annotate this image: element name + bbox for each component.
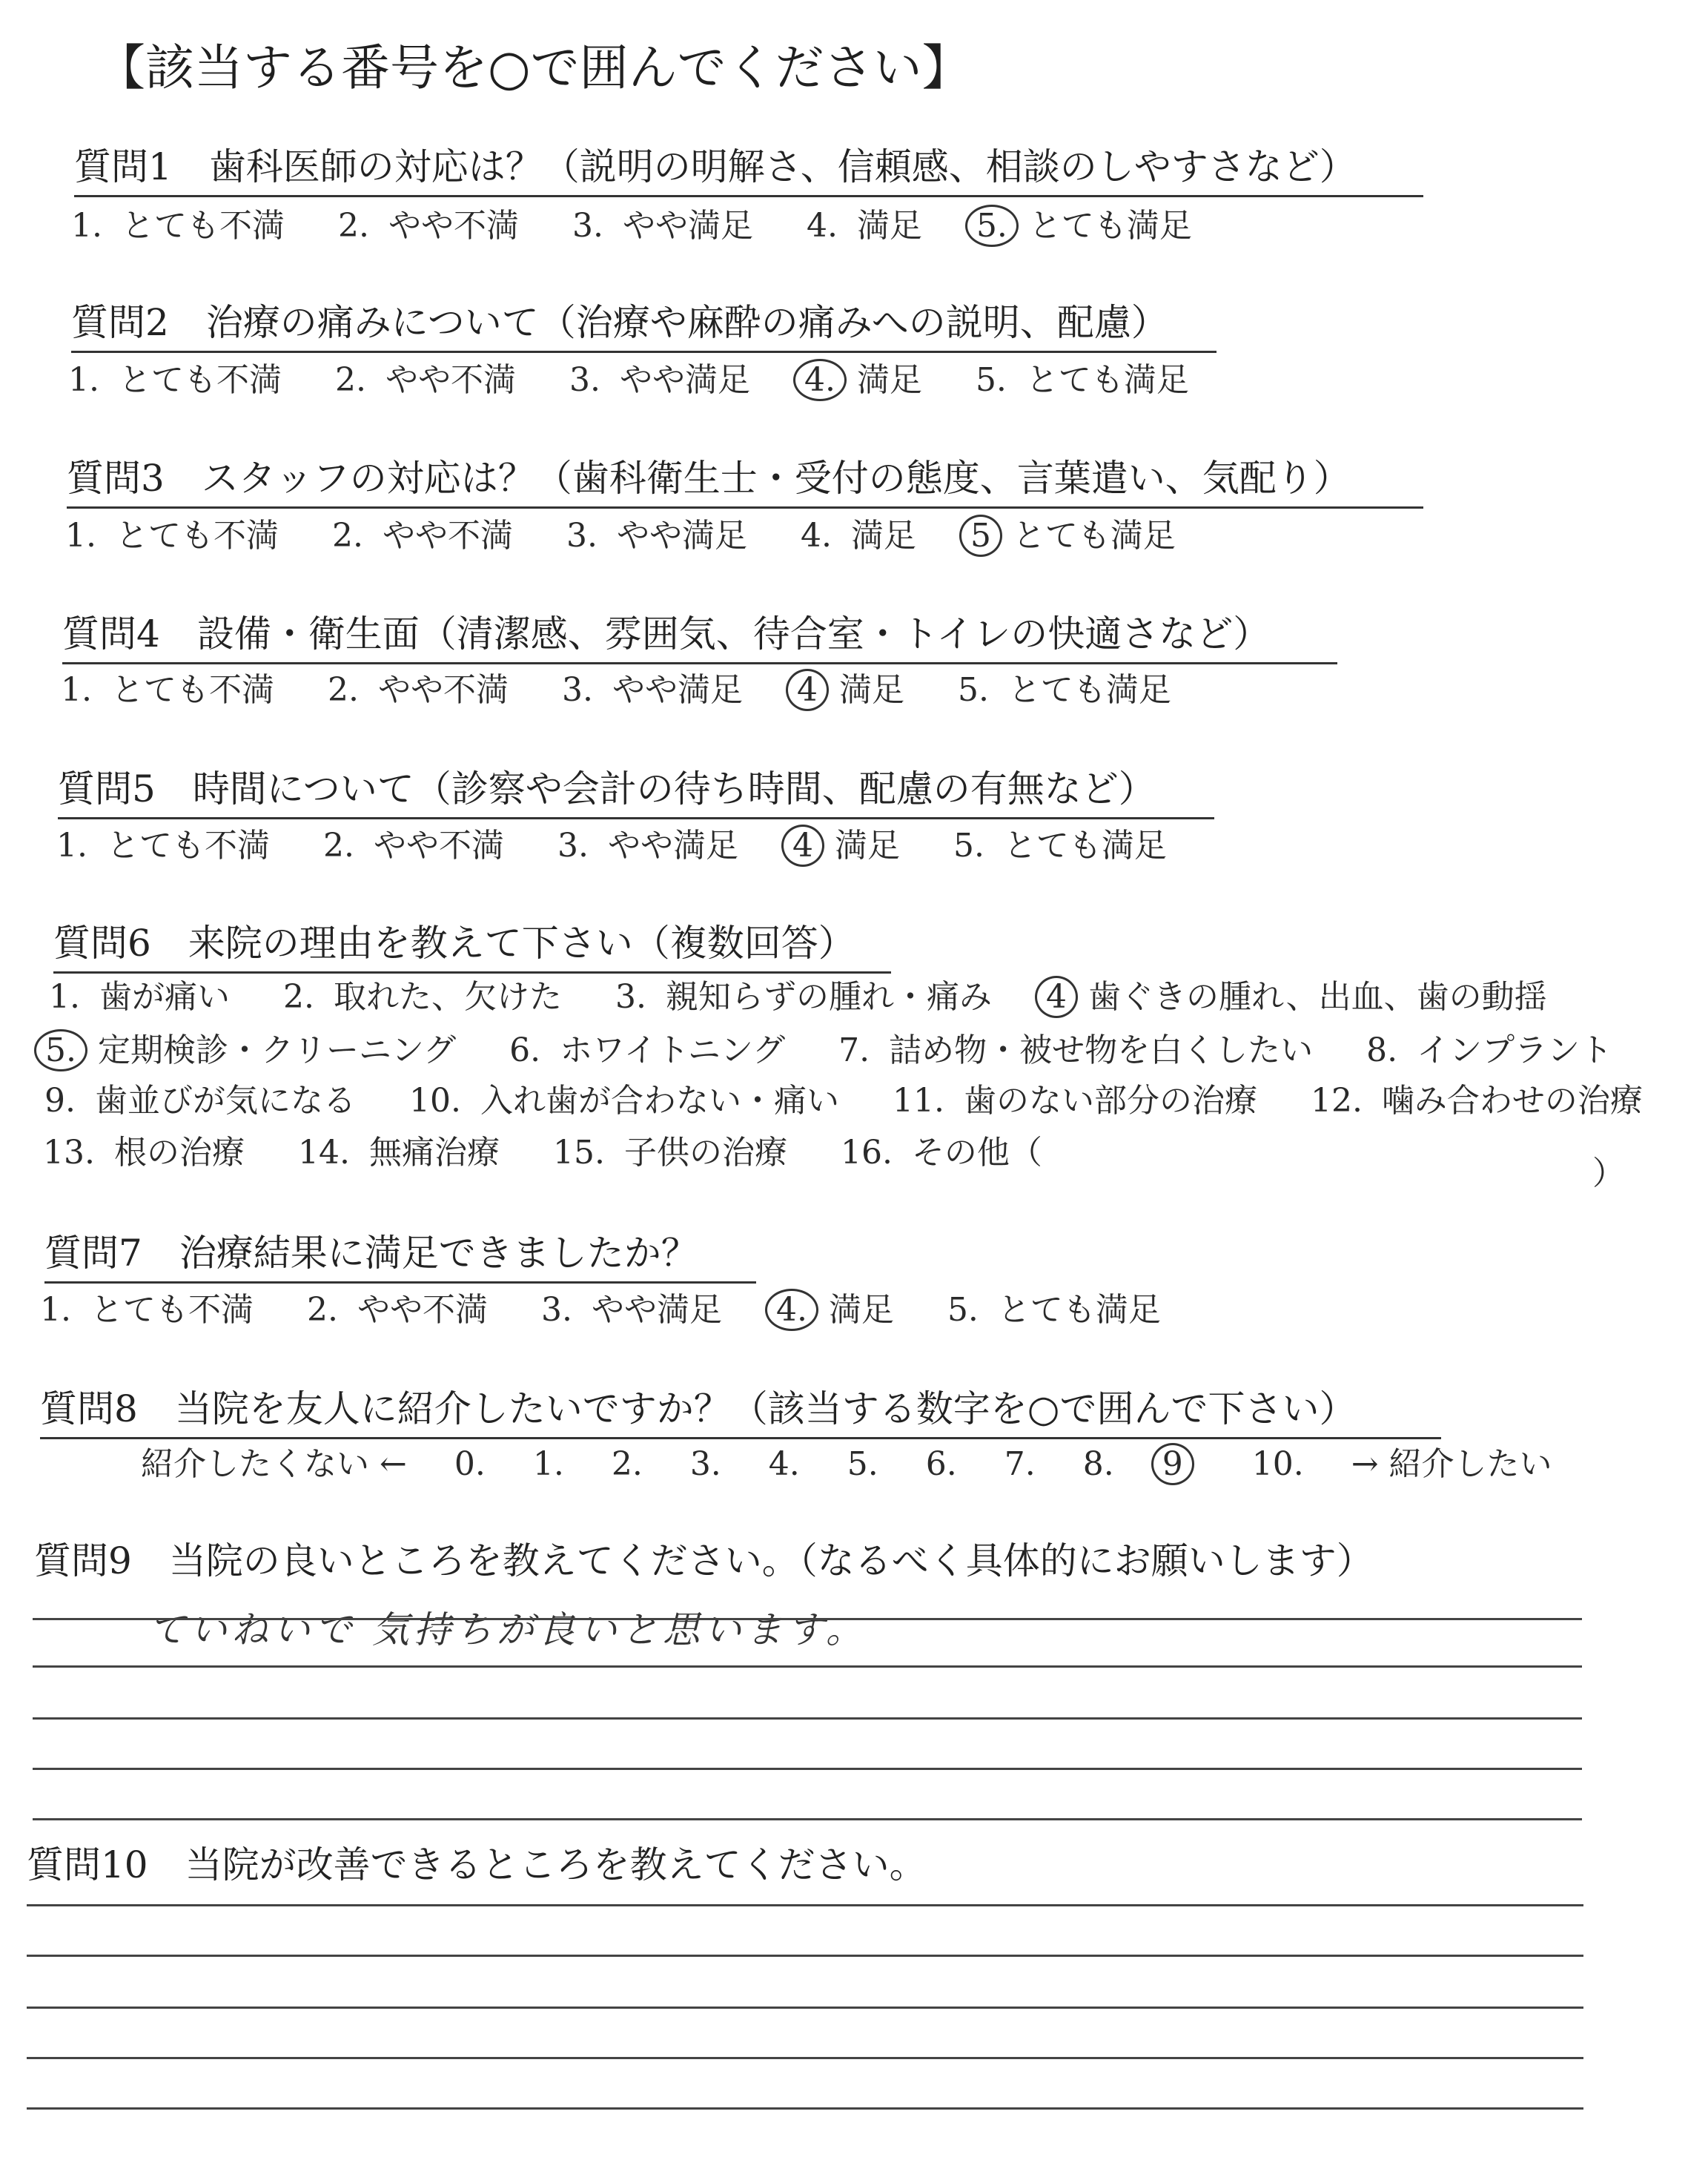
q6-option-13[interactable]: 13. 根の治療 <box>43 1134 245 1172</box>
q8-score-3[interactable]: 3. <box>689 1445 721 1483</box>
q6-line-4 <box>43 1126 1085 1173</box>
question-9-heading <box>34 1531 1374 1585</box>
page-title: 【該当する番号を○で囲んでください】 <box>96 39 971 96</box>
q3-option-1[interactable]: 1. とても不満 <box>65 517 279 555</box>
q10-answer-line-3 <box>27 2007 1583 2009</box>
q8-score-7[interactable]: 7. <box>1004 1445 1036 1483</box>
question-4-label: 質問4 <box>62 612 160 655</box>
q6-option-10[interactable]: 10. 入れ歯が合わない・痛い <box>408 1082 839 1120</box>
q10-answer-line-1 <box>27 1904 1583 1906</box>
q5-option-4-circled[interactable]: 4 満足 <box>792 819 900 867</box>
q9-handwritten-answer[interactable]: ていねいで 気持ちが良いと思います。 <box>148 1608 867 1651</box>
question-4-heading <box>62 604 1337 664</box>
q6-option-11[interactable]: 11. 歯のない部分の治療 <box>892 1082 1257 1120</box>
q7-option-2[interactable]: 2. やや不満 <box>306 1291 488 1329</box>
q9-answer-line-4 <box>33 1768 1582 1770</box>
q4-option-1[interactable]: 1. とても不満 <box>61 671 274 709</box>
question-4-text: 設備・衛生面（清潔感、雰囲気、待合室・トイレの快適さなど） <box>196 612 1271 655</box>
question-2-label: 質問2 <box>71 301 169 344</box>
q7-option-3[interactable]: 3. やや満足 <box>540 1291 722 1329</box>
q8-left-label: 紹介したくない ← <box>141 1445 407 1483</box>
q2-option-1[interactable]: 1. とても不満 <box>68 361 282 399</box>
question-10-text: 当院が改善できるところを教えてください。 <box>185 1843 927 1886</box>
q1-option-1[interactable]: 1. とても不満 <box>71 207 285 245</box>
q6-option-4-circled[interactable]: 4 歯ぐきの腫れ、出血、歯の動揺 <box>1045 970 1547 1018</box>
q6-option-5-circled[interactable]: 5. 定期検診・クリーニング <box>44 1023 456 1071</box>
question-3-options <box>65 509 1219 557</box>
q3-option-4[interactable]: 4. 満足 <box>800 517 916 555</box>
q6-option-15[interactable]: 15. 子供の治療 <box>552 1134 787 1172</box>
question-7-options <box>40 1283 1204 1331</box>
q3-option-2[interactable]: 2. やや不満 <box>331 517 513 555</box>
question-1-text: 歯科医師の対応は？（説明の明解さ、信頼感、相談のしやすさなど） <box>208 145 1357 188</box>
question-5-text: 時間について（診察や会計の待ち時間、配慮の有無など） <box>192 767 1156 810</box>
question-8-label: 質問8 <box>40 1387 138 1430</box>
q1-option-3[interactable]: 3. やや満足 <box>572 207 753 245</box>
q8-score-1[interactable]: 1. <box>532 1445 564 1483</box>
question-8-heading <box>40 1379 1441 1439</box>
q6-option-16[interactable]: 16. その他（ <box>840 1134 1042 1172</box>
question-5-heading <box>58 759 1214 819</box>
q6-option-8[interactable]: 8. インプラント <box>1366 1031 1613 1069</box>
question-9-text: 当院の良いところを教えてください。（なるべく具体的にお願いします） <box>168 1539 1374 1582</box>
q6-option-6[interactable]: 6. ホワイトニング <box>509 1031 786 1069</box>
q9-answer-line-5 <box>33 1818 1582 1820</box>
question-2-text: 治療の痛みについて（治療や麻酔の痛みへの説明、配慮） <box>205 301 1168 344</box>
question-10-label: 質問10 <box>27 1843 148 1886</box>
q8-score-8[interactable]: 8. <box>1082 1445 1114 1483</box>
question-6-label: 質問6 <box>53 922 151 965</box>
q7-option-5[interactable]: 5. とても満足 <box>947 1291 1161 1329</box>
q6-option-9[interactable]: 9. 歯並びが気になる <box>44 1082 356 1120</box>
q9-answer-line-3 <box>33 1717 1582 1720</box>
q2-option-3[interactable]: 3. やや満足 <box>569 361 750 399</box>
q1-option-2[interactable]: 2. やや不満 <box>337 207 519 245</box>
question-6-text: 来院の理由を教えて下さい（複数回答） <box>188 922 855 965</box>
q8-score-5[interactable]: 5. <box>847 1445 878 1483</box>
q6-option-2[interactable]: 2. 取れた、欠けた <box>282 978 562 1016</box>
question-2-options <box>68 353 1232 401</box>
q6-other-close-paren: ） <box>1592 1155 1625 1192</box>
q9-answer-line-1 <box>33 1618 1582 1620</box>
q6-option-1[interactable]: 1. 歯が痛い <box>49 978 230 1016</box>
q6-line-2 <box>44 1023 1655 1071</box>
q8-score-6[interactable]: 6. <box>925 1445 957 1483</box>
question-2-heading <box>71 293 1217 353</box>
question-4-options <box>61 663 1214 711</box>
q4-option-3[interactable]: 3. やや満足 <box>561 671 743 709</box>
question-7-text: 治療結果に満足できましたか？ <box>179 1232 698 1275</box>
q10-answer-line-4 <box>27 2057 1583 2059</box>
question-8-text: 当院を友人に紹介したいですか？（該当する数字を○で囲んで下さい） <box>174 1387 1357 1430</box>
q8-score-0[interactable]: 0. <box>454 1445 486 1483</box>
q6-option-14[interactable]: 14. 無痛治療 <box>297 1134 500 1172</box>
q6-option-3[interactable]: 3. 親知らずの腫れ・痛み <box>615 978 992 1016</box>
question-5-options <box>56 819 1210 867</box>
q2-option-2[interactable]: 2. やや不満 <box>334 361 516 399</box>
q4-option-4-circled[interactable]: 4 満足 <box>796 663 904 711</box>
q3-option-5-circled[interactable]: 5 とても満足 <box>970 509 1176 557</box>
q6-option-7[interactable]: 7. 詰め物・被せ物を白くしたい <box>838 1031 1314 1069</box>
question-7-heading <box>44 1223 756 1284</box>
q7-option-1[interactable]: 1. とても不満 <box>40 1291 254 1329</box>
question-9-label: 質問9 <box>34 1539 132 1582</box>
q2-option-4-circled[interactable]: 4. 満足 <box>804 353 922 401</box>
q6-line-3 <box>44 1074 1686 1121</box>
q10-answer-line-5 <box>27 2107 1583 2110</box>
q9-answer-line-2 <box>33 1665 1582 1668</box>
q10-answer-line-2 <box>27 1955 1583 1957</box>
question-5-label: 質問5 <box>58 767 156 810</box>
question-1-heading <box>74 137 1423 197</box>
q2-option-5[interactable]: 5. とても満足 <box>975 361 1189 399</box>
question-1-options <box>71 199 1235 247</box>
q5-option-2[interactable]: 2. やや不満 <box>322 827 504 865</box>
q4-option-5[interactable]: 5. とても満足 <box>957 671 1171 709</box>
q8-score-4[interactable]: 4. <box>768 1445 800 1483</box>
q1-option-4[interactable]: 4. 満足 <box>806 207 922 245</box>
q1-option-5-circled[interactable]: 5. とても満足 <box>976 199 1192 247</box>
question-7-label: 質問7 <box>44 1232 142 1275</box>
q6-option-12[interactable]: 12. 噛み合わせの治療 <box>1310 1082 1643 1120</box>
q8-right-label: → 紹介したい <box>1351 1445 1552 1483</box>
q8-score-2[interactable]: 2. <box>611 1445 643 1483</box>
q6-line-1 <box>49 970 1590 1018</box>
question-3-heading <box>67 449 1423 509</box>
q5-option-1[interactable]: 1. とても不満 <box>56 827 270 865</box>
q3-option-3[interactable]: 3. やや満足 <box>566 517 747 555</box>
question-10-heading <box>27 1835 927 1889</box>
q8-scale-row <box>141 1437 1552 1485</box>
q4-option-2[interactable]: 2. やや不満 <box>327 671 509 709</box>
question-1-label: 質問1 <box>74 145 172 188</box>
question-6-heading <box>53 914 891 974</box>
q8-score-9-circled[interactable]: 9 <box>1162 1443 1205 1485</box>
q5-option-3[interactable]: 3. やや満足 <box>557 827 738 865</box>
question-3-label: 質問3 <box>67 457 165 500</box>
q8-score-10[interactable]: 10. <box>1251 1445 1304 1483</box>
q7-option-4-circled[interactable]: 4. 満足 <box>775 1283 894 1331</box>
q5-option-5[interactable]: 5. とても満足 <box>953 827 1167 865</box>
question-3-text: スタッフの対応は？（歯科衛生士・受付の態度、言葉遣い、気配り） <box>201 457 1351 500</box>
